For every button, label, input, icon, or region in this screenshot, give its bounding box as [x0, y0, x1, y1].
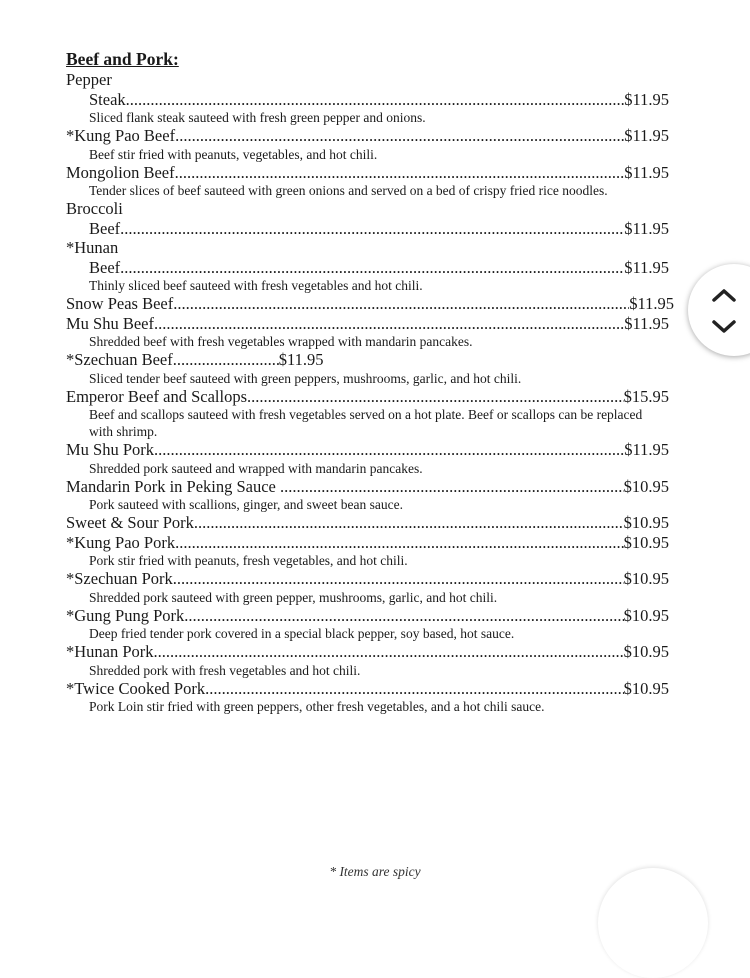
menu-item-mandarin-pork	[66, 477, 669, 497]
item-description: Sliced tender beef sauteed with green peppers, mushrooms, garlic, and hot chili.	[89, 370, 522, 386]
menu-item-sweet-sour-pork	[66, 513, 669, 533]
item-price: $10.95	[623, 532, 669, 552]
item-name: *Kung Pao Beef	[66, 126, 176, 145]
dot-leader	[247, 387, 624, 407]
item-description: Thinly sliced beef sauteed with fresh vegetables and hot chili.	[89, 278, 423, 293]
item-price: $11.95	[624, 126, 669, 145]
menu-item-kung-pao-beef	[66, 126, 669, 146]
item-description: Shredded beef with fresh vegetables wrapped with mandarin pancakes.	[89, 334, 473, 349]
item-price: $10.95	[623, 605, 669, 625]
dot-leader	[154, 642, 624, 662]
page-nav-widget	[688, 264, 750, 356]
menu-item-gung-pung-pork	[66, 606, 669, 626]
menu-item-mu-shu-beef	[66, 314, 669, 334]
dot-leader	[175, 533, 624, 553]
menu-item-twice-cooked-pork	[66, 679, 669, 699]
item-price: $10.95	[623, 513, 669, 532]
menu-item-mongolion-beef	[66, 163, 669, 183]
item-price: $15.95	[623, 386, 669, 406]
dot-leader	[126, 90, 625, 110]
item-name-line: Broccoli	[66, 199, 123, 218]
item-price: $11.95	[278, 350, 324, 369]
item-name: *Szechuan Beef	[66, 350, 173, 369]
item-name: Steak	[89, 89, 126, 109]
dot-leader	[194, 513, 624, 533]
floating-action-button[interactable]	[598, 868, 708, 978]
dot-leader	[175, 126, 624, 146]
item-price: $10.95	[623, 678, 669, 698]
dot-leader	[120, 258, 624, 278]
menu-item-snow-peas-beef	[66, 294, 674, 314]
item-name: Mongolion Beef	[66, 162, 175, 182]
dot-leader	[120, 219, 624, 239]
item-price: $11.95	[624, 440, 669, 459]
item-name: *Hunan Pork	[66, 642, 154, 661]
menu-item-hunan-beef	[66, 258, 669, 278]
item-description: Tender slices of beef sauteed with green onions and served on a bed of crispy fried rice noodles.	[89, 183, 608, 198]
item-name: *Twice Cooked Pork	[66, 678, 206, 698]
menu-item-broccoli-beef	[66, 219, 669, 239]
item-name: *Kung Pao Pork	[66, 532, 176, 552]
menu-item-szechuan-pork	[66, 569, 669, 589]
spicy-footnote: * Items are spicy	[329, 864, 421, 879]
item-name: Mu Shu Beef	[66, 313, 154, 333]
item-description: Beef and scallops sauteed with fresh vegetables served on a hot plate. Beef or scallops can be replaced with shrimp.	[89, 407, 643, 439]
dot-leader	[175, 163, 625, 183]
menu-item-mu-shu-pork	[66, 440, 669, 460]
item-description: Shredded pork sauteed with green pepper, mushrooms, garlic, and hot chili.	[89, 589, 498, 605]
item-description: Deep fried tender pork covered in a special black pepper, soy based, hot sauce.	[89, 626, 515, 641]
chevron-down-icon[interactable]	[710, 318, 738, 336]
dot-leader	[184, 606, 623, 626]
item-name: *Gung Pung Pork	[66, 605, 185, 625]
item-name: Beef	[89, 257, 121, 277]
item-description: Pork sauteed with scallions, ginger, and sweet bean sauce.	[89, 497, 403, 512]
dot-leader	[173, 350, 279, 370]
dot-leader	[205, 679, 624, 699]
item-name: Emperor Beef and Scallops	[66, 386, 247, 406]
item-description: Sliced flank steak sauteed with fresh green pepper and onions.	[89, 110, 426, 125]
item-name: Mu Shu Pork	[66, 440, 155, 459]
item-price: $11.95	[624, 218, 669, 238]
item-name: Snow Peas Beef	[66, 294, 174, 313]
menu-item-kung-pao-pork	[66, 533, 669, 553]
item-description: Pork Loin stir fried with green peppers, other fresh vegetables, and a hot chili sauce.	[89, 699, 545, 714]
item-name: *Szechuan Pork	[66, 569, 173, 588]
item-description: Shredded pork with fresh vegetables and hot chili.	[89, 662, 361, 678]
menu-item-szechuan-beef	[66, 350, 669, 370]
item-name: Sweet & Sour Pork	[66, 513, 194, 532]
item-description: Beef stir fried with peanuts, vegetables, and hot chili.	[89, 146, 378, 162]
menu-item-pepper-steak	[66, 90, 669, 110]
menu-item-hunan-pork	[66, 642, 669, 662]
item-name: Beef	[89, 218, 121, 238]
item-description: Shredded pork sauteed and wrapped with mandarin pancakes.	[89, 460, 423, 476]
menu-item-emperor-beef-scallops	[66, 387, 669, 407]
item-price: $10.95	[623, 569, 669, 588]
dot-leader	[154, 440, 624, 460]
section-heading: Beef and Pork:	[66, 49, 179, 69]
item-name-line: *Hunan	[66, 238, 119, 257]
dot-leader	[154, 314, 624, 334]
dot-leader	[173, 569, 624, 589]
dot-leader	[280, 477, 624, 497]
item-price: $11.95	[624, 89, 669, 109]
item-price: $11.95	[624, 162, 669, 182]
item-description: Pork stir fried with peanuts, fresh vegetables, and hot chili.	[89, 553, 408, 568]
dot-leader	[173, 294, 629, 314]
item-name-line: Pepper	[66, 70, 112, 89]
item-price: $11.95	[624, 313, 669, 333]
item-price: $11.95	[624, 257, 669, 277]
item-name: Mandarin Pork in Peking Sauce	[66, 476, 281, 496]
item-price: $10.95	[623, 476, 669, 496]
menu-section	[66, 48, 674, 715]
chevron-up-icon[interactable]	[710, 286, 738, 304]
item-price: $11.95	[629, 294, 674, 313]
item-price: $10.95	[623, 642, 669, 661]
